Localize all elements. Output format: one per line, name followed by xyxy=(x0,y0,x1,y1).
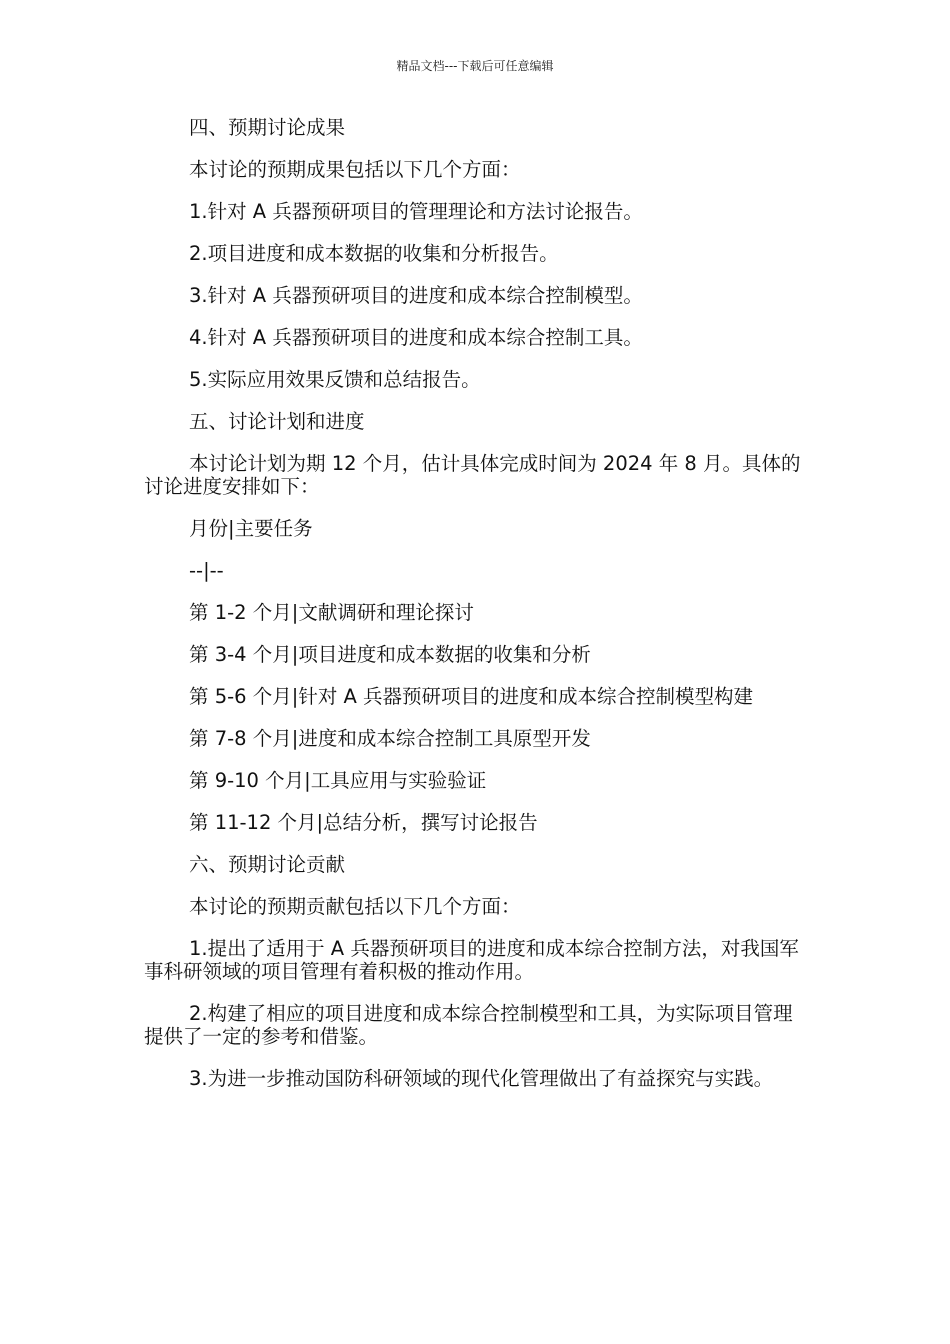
table-row: 第 3-4 个月|项目进度和成本数据的收集和分析 xyxy=(189,643,591,666)
list-item: 3.针对 A 兵器预研项目的进度和成本综合控制模型。 xyxy=(189,284,643,307)
list-item: 5.实际应用效果反馈和总结报告。 xyxy=(189,368,481,391)
section-heading: 四、预期讨论成果 xyxy=(189,116,346,139)
list-item: 1.针对 A 兵器预研项目的管理理论和方法讨论报告。 xyxy=(189,200,643,223)
table-header-row: 月份|主要任务 xyxy=(189,517,313,540)
table-row: 第 5-6 个月|针对 A 兵器预研项目的进度和成本综合控制模型构建 xyxy=(189,685,754,708)
list-item: 1.提出了适用于 A 兵器预研项目的进度和成本综合控制方法，对我国军事科研领域的项目管理有着积极的推动作用。 xyxy=(144,937,799,983)
section-heading: 六、预期讨论贡献 xyxy=(189,853,346,876)
section-heading: 五、讨论计划和进度 xyxy=(189,410,365,433)
table-row: 第 7-8 个月|进度和成本综合控制工具原型开发 xyxy=(189,727,591,750)
paragraph: 本讨论计划为期 12 个月，估计具体完成时间为 2024 年 8 月。具体的讨论进度安排如下： xyxy=(144,452,801,498)
paragraph: 本讨论的预期成果包括以下几个方面： xyxy=(189,158,521,181)
paragraph: 本讨论的预期贡献包括以下几个方面： xyxy=(189,895,521,918)
table-row: 第 11-12 个月|总结分析，撰写讨论报告 xyxy=(189,811,538,834)
list-item: 3.为进一步推动国防科研领域的现代化管理做出了有益探究与实践。 xyxy=(189,1067,774,1090)
page-header: 精品文档---下载后可任意编辑 xyxy=(396,59,554,73)
list-item: 2.构建了相应的项目进度和成本综合控制模型和工具，为实际项目管理提供了一定的参考和借鉴。 xyxy=(144,1002,793,1048)
document-body xyxy=(144,116,812,1109)
list-item: 4.针对 A 兵器预研项目的进度和成本综合控制工具。 xyxy=(189,326,643,349)
list-item: 2.项目进度和成本数据的收集和分析报告。 xyxy=(189,242,559,265)
table-row: 第 1-2 个月|文献调研和理论探讨 xyxy=(189,601,474,624)
table-separator-row: --|-- xyxy=(189,559,224,582)
table-row: 第 9-10 个月|工具应用与实验验证 xyxy=(189,769,487,792)
